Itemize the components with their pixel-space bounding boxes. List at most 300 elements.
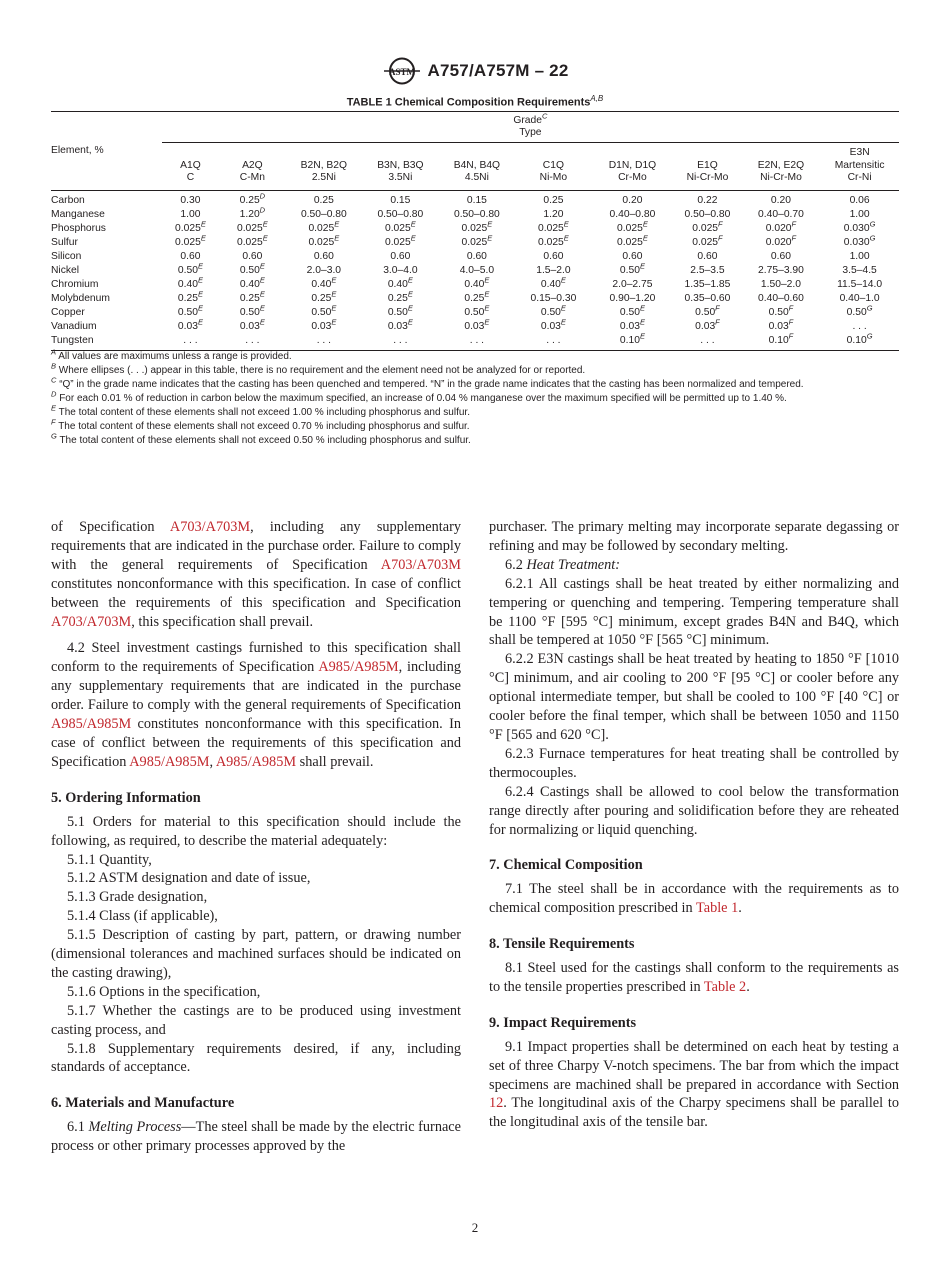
footnote-mark: E [197,261,203,271]
composition-value-cell: 0.40–0.80 [609,208,656,220]
footnote-mark: E [197,275,203,285]
footnote-mark: F [791,233,797,243]
composition-value-cell: $0.025^E$ [236,219,268,234]
composition-value-cell: $0.025^E$ [308,233,340,248]
composition-value-cell: $0.025^E$ [384,219,416,234]
paragraph-text: 4.2 Steel investment castings furnished to this specification shall conform to the requirements of Specification [51,640,461,676]
composition-value-cell: $0.50^E$ [177,303,203,318]
table-row [51,208,899,222]
composition-value-cell: 0.20 [622,194,643,206]
paragraph-text: , including any supplementary requirements that are indicated in the purchase order. Failure to comply with the general requirements of Specification [51,659,461,714]
paragraph-6-1 [51,1118,461,1156]
composition-value-cell: 0.15 [466,194,487,206]
composition-value-cell: 0.20 [770,194,791,206]
composition-value-cell: 0.60 [180,250,201,262]
composition-value-cell: 1.00 [849,250,870,262]
composition-value-cell: $0.025^F$ [692,219,723,234]
paragraph-text: 8.1 Steel used for the castings shall conform to the requirements as to the tensile properties prescribed in [489,960,899,995]
grade-header-line: 3.5Ni [388,172,413,183]
composition-value-cell: 0.40–0.70 [758,208,804,220]
paragraph-6-1-continued: purchaser. The primary melting may incorporate separate degassing or refining and may be followed by secondary melting. [489,519,899,554]
list-item: 5.1.3 Grade designation, [67,889,208,906]
table-title-footnote-marks: A,B [590,94,604,103]
grade-header-line: D1N, D1Q [608,159,657,171]
grade-column-header [362,143,439,191]
paragraph-text: . The longitudinal axis of the Charpy specimens shall be parallel to the longitudinal axis of the tensile bar. [489,1095,899,1131]
composition-value-cell: 0.60 [543,250,564,262]
chemical-composition-table [51,111,899,351]
composition-value-cell: $0.40^E$ [177,275,203,290]
footnote-mark: E [334,219,340,229]
table-row [51,190,899,208]
paragraph-5-1: 5.1 Orders for material to this specification should include the following, as required, to describe the material adequately: [51,813,461,849]
composition-value-cell: $0.025^F$ [692,233,723,248]
paragraph-4-2 [51,639,461,771]
element-name-cell: Copper [51,306,85,318]
grade-header-line: B4N, B4Q [453,159,501,171]
paragraph-6-1-title: Melting Process [88,1119,182,1136]
footnote-mark: E [334,233,340,243]
composition-value-cell: 1.35–1.85 [684,278,731,290]
composition-value-cell: 0.06 [849,194,870,206]
grade-column-header [286,143,363,191]
composition-value-cell: $0.50^E$ [540,303,566,318]
composition-value-cell: $0.03^E$ [177,317,203,332]
composition-value-cell: $0.025^E$ [538,233,569,248]
composition-value-cell: $0.03^F$ [768,317,794,332]
footnote-mark: E [200,233,206,243]
composition-value-cell: $0.40^E$ [311,275,337,290]
composition-value-cell: $0.25^E$ [239,289,265,304]
composition-value-cell: 0.50–0.80 [300,208,347,220]
grade-header-line: Cr-Ni [847,172,872,183]
composition-value-cell: 0.90–1.20 [609,292,656,304]
footnote-mark: F [791,219,797,229]
table-footnote [51,403,911,420]
element-name-cell: Phosphorus [51,222,106,234]
footnote-text: The total content of these elements shall not exceed 0.50 % including phosphorus and sulfur. [56,435,471,446]
reference-link[interactable]: Table 1 [695,900,739,917]
composition-value-cell: 1.00 [180,208,201,220]
footnote-mark: E [410,219,416,229]
grade-header-line: Ni-Cr-Mo [686,172,729,183]
footnote-mark: E [639,261,645,271]
composition-value-cell: $0.50^F$ [695,303,720,318]
composition-value-cell: $0.03^E$ [619,317,645,332]
composition-value-cell: 0.50–0.80 [684,208,731,220]
composition-value-cell: . . . [673,334,741,351]
composition-value-cell: $0.025^E$ [308,219,340,234]
composition-value-cell: $0.025^E$ [461,219,493,234]
footnote-mark: E [262,233,268,243]
list-item: 5.1.7 Whether the castings are to be produced using investment casting process, and [51,1002,461,1038]
composition-value-cell: . . . [852,320,867,332]
footnote-mark: E [484,275,490,285]
composition-value-cell: $0.020^F$ [765,233,797,248]
table-footnote [51,417,911,434]
section-8-heading: 8. Tensile Requirements [489,936,635,953]
composition-value-cell: 0.60 [390,250,411,262]
composition-value-cell: $0.50^E$ [619,261,645,276]
composition-value-cell: $0.10^G$ [820,334,899,351]
footnote-mark: E [331,303,337,313]
footnote-mark: E [487,219,493,229]
grade-footnote-mark: C [541,111,548,121]
composition-value-cell: . . . [162,334,219,351]
footnote-mark: G [51,431,57,441]
grade-header-line: 4.5Ni [464,172,489,183]
composition-value-cell: 1.20 [543,208,564,220]
list-item: 5.1.4 Class (if applicable), [67,908,218,925]
composition-value-cell: 11.5–14.0 [837,278,883,290]
footnote-mark: E [639,317,645,327]
footnote-mark: E [331,275,337,285]
composition-value-cell: 0.40–0.60 [758,292,804,304]
reference-link[interactable]: A703/A703M [51,613,132,630]
footnote-mark: F [718,219,723,229]
element-name-cell: Molybdenum [51,292,110,304]
element-name-cell: Chromium [51,278,99,290]
footnote-mark: G [869,219,876,229]
footnote-mark: E [560,303,566,313]
footnote-mark: E [259,261,265,271]
paragraph-text: , this specification shall prevail. [131,613,314,630]
footnote-mark: F [788,303,794,313]
table-footnote [51,361,911,378]
footnote-mark: F [715,317,720,327]
section-7-heading: 7. Chemical Composition [489,857,643,874]
composition-value-cell: $0.025^E$ [617,219,648,234]
paragraph-6-2-3: 6.2.3 Furnace temperatures for heat treating shall be controlled by thermocouples. [489,745,899,781]
footnote-mark: F [788,317,794,327]
paragraph-text: 7.1 The steel shall be in accordance with the requirements as to chemical composition prescribed in [489,881,899,917]
grade-column-header [162,143,219,191]
paragraph-8-1 [489,959,899,997]
paragraph-6-2-title: Heat Treatment: [526,556,621,573]
reference-link[interactable]: A703/A703M [380,556,461,573]
paragraph-6-2-1: 6.2.1 All castings shall be heat treated by either normalizing and tempering or quenching and tempering. Tempering temperature shall be 1100 °F [595 °C] minimum, except grades B4N and B4Q, which shall be tempered at 1050 °F [565 °C] minimum. [489,575,899,649]
footnote-mark: D [259,205,266,215]
composition-value-cell: 0.25 [543,194,564,206]
composition-value-cell: $0.40^E$ [540,275,566,290]
composition-value-cell: 3.0–4.0 [383,264,418,276]
paragraph-7-1 [489,880,899,918]
composition-value-cell: $0.50^E$ [464,303,490,318]
footnote-mark: G [869,233,876,243]
grade-header-line: E3N [849,147,870,158]
element-name-cell: Carbon [51,194,85,206]
paragraph-6-2 [489,556,899,575]
composition-value-cell: $0.03^E$ [387,317,413,332]
section-6-heading: 6. Materials and Manufacture [51,1095,235,1112]
paragraph-text: of Specification [51,519,170,535]
reference-link[interactable]: A985/A985M [129,753,210,770]
composition-value-cell: $0.25^D$ [239,191,266,206]
footnote-mark: E [200,219,206,229]
grade-column-header [742,143,821,191]
paragraph-text: , [209,753,216,770]
reference-link[interactable]: Table 2 [703,978,747,995]
composition-value-cell: $0.25^E$ [464,289,490,304]
composition-value-cell: 0.22 [697,194,718,206]
composition-value-cell: 3.5–4.5 [842,264,877,276]
composition-value-cell: 0.40–1.0 [839,292,880,304]
composition-value-cell: $0.25^E$ [387,289,413,304]
composition-value-cell: $0.03^E$ [239,317,265,332]
composition-value-cell: 0.35–0.60 [684,292,731,304]
table-footnote [51,375,911,392]
list-item: 5.1.6 Options in the specification, [67,983,261,1000]
element-name-cell: Sulfur [51,236,78,248]
grade-header-line: Martensitic [834,159,885,171]
footnote-mark: E [563,233,569,243]
grade-column-header [592,143,674,191]
footnote-mark: E [259,317,265,327]
composition-value-cell: 2.5–3.5 [690,264,725,276]
footnote-mark: F [715,303,720,313]
paragraph-text: . [746,978,750,995]
table-row [51,222,899,236]
paragraph-text: shall prevail. [296,753,374,770]
table-row [51,292,899,306]
list-item: 5.1.1 Quantity, [67,851,152,868]
astm-logo-icon [382,57,422,85]
paragraph-text: , including any supplementary requirements that are indicated in the purchase order. Failure to comply with the general requirements of Specification [51,519,461,573]
list-item: 5.1.2 ASTM designation and date of issue, [67,870,311,887]
composition-value-cell: $0.50^E$ [239,303,265,318]
grade-header-line: B3N, B3Q [377,159,424,171]
table-row [51,236,899,250]
footnote-mark: D [51,389,57,399]
composition-value-cell: 0.60 [242,250,263,262]
composition-value-cell: 0.15 [390,194,411,206]
page-header [0,56,950,86]
footnote-mark: E [262,219,268,229]
footnote-mark: E [484,303,490,313]
composition-value-cell: 0.50–0.80 [453,208,500,220]
list-item: 5.1.5 Description of casting by part, pattern, or drawing number (dimensional tolerances and machined surfaces should be indicated on the casting drawing), [51,927,461,981]
composition-value-cell: 1.50–2.0 [760,278,801,290]
element-name-cell: Vanadium [51,320,97,332]
footnote-mark: E [484,289,490,299]
footnote-mark: E [642,233,648,243]
table-title-text: TABLE 1 Chemical Composition Requirements [346,96,591,109]
reference-link[interactable]: A985/A985M [51,716,132,733]
element-name-cell: Silicon [51,250,82,262]
composition-value-cell: $0.25^E$ [311,289,337,304]
footnote-mark: E [563,219,569,229]
element-name-cell: Manganese [51,208,105,220]
footnote-mark: E [259,275,265,285]
footnote-mark: E [407,289,413,299]
grade-header-line: A2Q [242,159,263,171]
section-9-heading: 9. Impact Requirements [489,1014,637,1031]
footnote-mark: D [259,191,266,201]
grade-header-line: B2N, B2Q [300,159,348,171]
reference-link[interactable]: A985/A985M [318,659,399,676]
footnote-mark: E [259,303,265,313]
composition-value-cell: 0.25 [313,194,334,206]
composition-value-cell: $0.10^F$ [742,334,821,351]
table-body [51,190,899,350]
footnote-text: The total content of these elements shall not exceed 0.70 % including phosphorus and sulfur. [55,421,470,432]
footnote-text: All values are maximums unless a range is provided. [56,351,292,362]
reference-link[interactable]: A703/A703M [169,519,251,535]
composition-value-cell: . . . [219,334,285,351]
type-label: Type [519,127,542,138]
grade-column-header [820,143,899,191]
composition-value-cell: . . . [362,334,439,351]
grade-column-header [439,143,516,191]
composition-value-cell: 0.60 [770,250,791,262]
footnote-mark: E [639,331,645,341]
composition-value-cell: $0.030^G$ [843,233,876,248]
paragraph-9-1 [489,1038,899,1133]
footnote-mark: F [788,331,794,341]
paragraph-4-1-continued [51,518,461,631]
footnote-mark: E [407,303,413,313]
composition-value-cell: 0.50–0.80 [377,208,424,220]
footnote-mark: E [642,219,648,229]
footnote-mark: E [197,303,203,313]
composition-value-cell: $0.50^E$ [619,303,645,318]
grade-column-header [673,143,741,191]
composition-value-cell: $0.50^E$ [239,261,265,276]
composition-value-cell: . . . [439,334,516,351]
composition-value-cell: $0.025^E$ [236,233,268,248]
grade-header-line: A1Q [180,159,201,171]
footnote-text: For each 0.01 % of reduction in carbon below the maximum specified, an increase of 0.04 % manganese over the maximum specified will be permitted up to 1.40 %. [56,393,787,404]
footnote-mark: E [407,275,413,285]
composition-value-cell: $1.20^D$ [239,205,266,220]
footnote-mark: E [560,275,566,285]
paragraph-6-2-2: 6.2.2 E3N castings shall be heat treated by heating to 1850 °F [1010 °C] minimum, and air cooling to 200 °F [95 °C] or cooler before any optional intermediate temper, but shall be cooled to 100 °F [40 °C] or cooler before the final temper, which shall be between 1050 and 1150 °F [565 and 620 °C]. [489,651,899,743]
document-designation: A757/A757M – 22 [427,61,569,80]
reference-link[interactable]: A985/A985M [215,753,297,770]
table-footnote [51,389,911,406]
paragraph-text: 9.1 Impact properties shall be determined on each heat by testing a set of three Charpy V-notch specimens. The bar from which the impact specimens are machined shall be prepared in accordance with Section [489,1038,899,1093]
composition-value-cell: 2.75–3.90 [758,264,804,276]
footnote-mark: F [718,233,723,243]
composition-value-cell: $0.025^E$ [461,233,493,248]
composition-value-cell: $0.025^E$ [384,233,416,248]
grade-header-line: C1Q [542,159,564,171]
footnote-text: “Q” in the grade name indicates that the casting has been quenched and tempered. “N” in the grade name indicates that the casting has been normalized and tempered. [56,379,804,390]
composition-value-cell: $0.025^E$ [175,233,206,248]
composition-value-cell: 1.00 [849,208,870,220]
footnote-mark: E [197,317,203,327]
composition-value-cell: 0.60 [466,250,487,262]
table-title [0,94,950,109]
composition-value-cell: . . . [515,334,592,351]
left-column [51,518,461,1156]
table-row [51,278,899,292]
footnote-text: Where ellipses (. . .) appear in this table, there is no requirement and the element need not be analyzed for or reported. [56,365,586,376]
composition-value-cell: $0.025^E$ [617,233,648,248]
element-name-cell: Tungsten [51,334,162,351]
composition-value-cell: $0.10^E$ [592,334,674,351]
footnote-mark: C [51,375,57,385]
footnote-mark: E [331,289,337,299]
table-row [51,306,899,320]
right-column [489,518,899,1132]
table-footnote [51,431,911,448]
footnote-mark: E [487,233,493,243]
footnote-mark: E [560,317,566,327]
reference-link[interactable]: 12 [489,1095,504,1112]
composition-value-cell: 4.0–5.0 [459,264,495,276]
ordering-items-list [51,851,461,1078]
grade-header-line: Ni-Cr-Mo [760,172,802,183]
footnote-mark: E [410,233,416,243]
paragraph-6-1-number: 6.1 [67,1119,89,1136]
grade-header-line: E1Q [697,159,718,171]
table-row [51,250,899,264]
footnote-mark: A [51,347,57,357]
paragraph-6-2-number: 6.2 [505,556,527,573]
element-name-cell: Nickel [51,264,80,276]
footnote-mark: E [197,289,203,299]
composition-value-cell: $0.25^E$ [177,289,203,304]
composition-value-cell: 1.5–2.0 [536,264,571,276]
composition-value-cell: $0.50^E$ [311,303,337,318]
list-item: 5.1.8 Supplementary requirements desired, if any, including standards of acceptance. [51,1040,461,1076]
composition-value-cell: . . . [286,334,363,351]
page-number: 2 [471,1220,479,1235]
grade-type-header [162,112,899,143]
section-5-heading: 5. Ordering Information [51,789,201,806]
composition-value-cell: $0.50^F$ [768,303,794,318]
footnote-mark: F [51,417,56,427]
composition-value-cell: $0.50^E$ [177,261,203,276]
footnote-mark: E [407,317,413,327]
footnote-mark: E [639,303,645,313]
composition-value-cell: $0.03^E$ [311,317,337,332]
footnote-mark: E [51,403,57,413]
grade-header-line: C [186,172,195,183]
footnote-mark: B [51,361,57,371]
grade-columns-row [51,143,899,191]
paragraph-text: constitutes nonconformance with this specification. In case of conflict between the requirements of this specification and Specification [51,716,461,770]
paragraph-6-2-4: 6.2.4 Castings shall be allowed to cool below the transformation range directly after pouring and solidification before they are reheated for normalizing or liquid quenching. [489,783,899,838]
composition-value-cell: 2.0–3.0 [306,264,342,276]
paragraph-text: . [738,900,742,917]
composition-value-cell: $0.030^G$ [843,219,876,234]
footnote-mark: G [866,303,873,313]
element-header: Element, % [51,112,162,191]
composition-value-cell: 0.30 [180,194,201,206]
composition-value-cell: 0.60 [697,250,718,262]
table-row [51,264,899,278]
composition-value-cell: $0.50^E$ [387,303,413,318]
composition-value-cell: 0.60 [313,250,334,262]
composition-value-cell: $0.03^E$ [540,317,566,332]
grade-column-header [219,143,285,191]
footnote-mark: G [866,331,873,341]
composition-value-cell: $0.03^F$ [695,317,720,332]
grade-header-line: Ni-Mo [539,172,568,183]
paragraph-6-1-text: —The steel shall be made by the electric furnace process or other primary processes approved by the [51,1119,461,1155]
composition-value-cell: $0.025^E$ [538,219,569,234]
composition-value-cell: $0.40^E$ [464,275,490,290]
table-footnotes [51,347,911,448]
composition-value-cell: $0.03^E$ [464,317,490,332]
paragraph-text: constitutes nonconformance with this specification. In case of conflict between the requirements of this specification and Specification [51,575,461,611]
grade-header-line: 2.5Ni [311,172,336,183]
table-footnote [51,347,911,364]
grade-header-line: E2N, E2Q [757,159,805,171]
footnote-mark: E [259,289,265,299]
